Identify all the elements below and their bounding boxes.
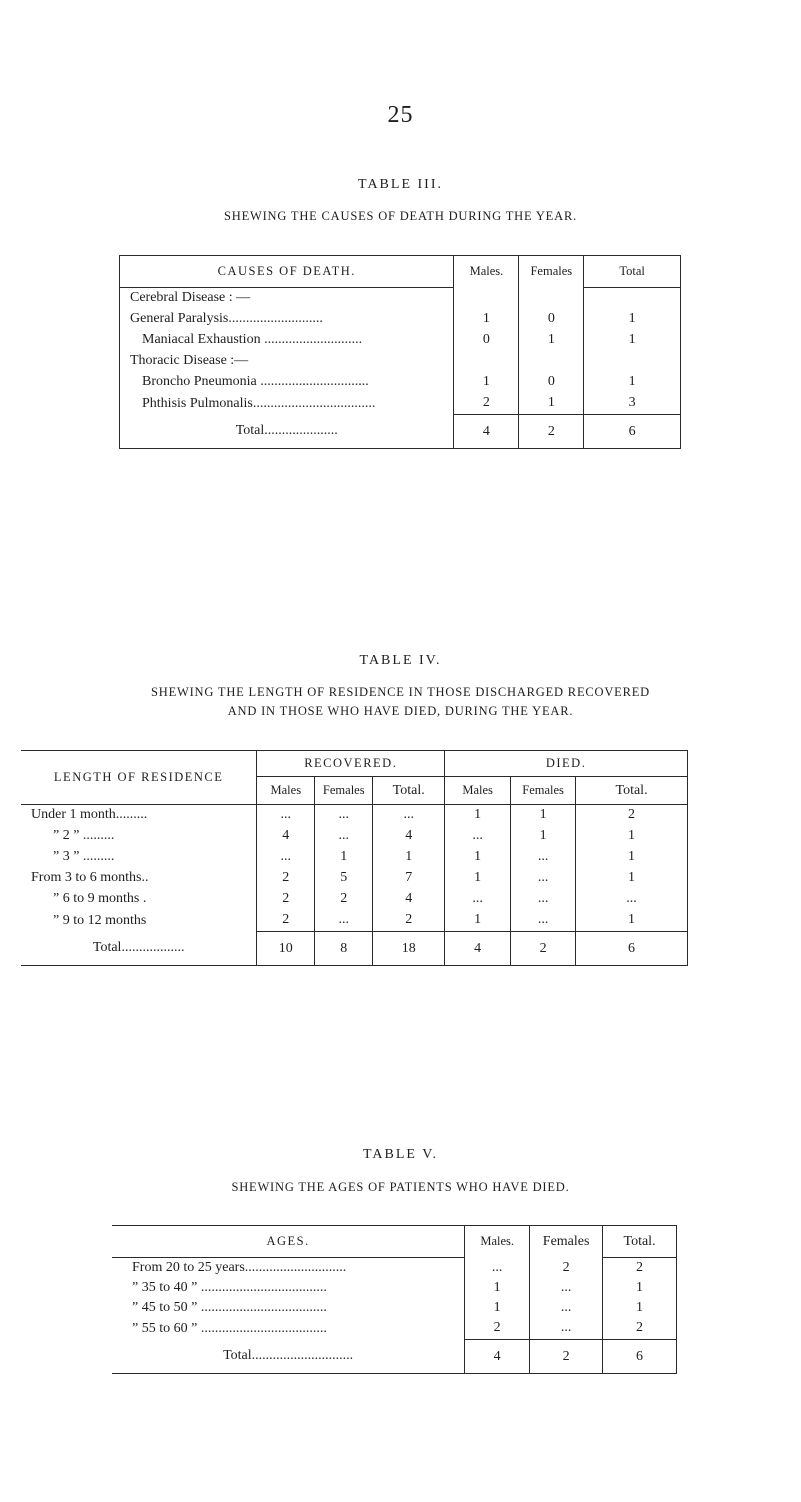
cell-total [584, 351, 681, 372]
cell-rec-total: ... [373, 805, 445, 826]
cell-females: 0 [519, 309, 584, 330]
header-length: LENGTH OF RESIDENCE [21, 751, 257, 805]
row-label: Cerebral Disease : — [120, 288, 454, 309]
header-total: Total [584, 256, 681, 288]
header-causes: CAUSES OF DEATH. [120, 256, 454, 288]
table-row [120, 351, 681, 372]
table-row [112, 1258, 677, 1278]
cell-rec-males: 2 [257, 910, 315, 932]
total-label: Total............................. [223, 1348, 354, 1364]
cell-females: 2 [530, 1258, 603, 1278]
total-males: 4 [465, 1340, 530, 1374]
table3-causes-of-death [119, 255, 681, 449]
cell-rec-females: ... [315, 826, 373, 847]
cell-males: 1 [465, 1298, 530, 1318]
table-row [112, 1298, 677, 1318]
row-label: Broncho Pneumonia ............................... [120, 372, 454, 393]
cell-died-females: ... [511, 910, 576, 932]
table-row [21, 868, 688, 889]
cell-females [519, 351, 584, 372]
row-label: Under 1 month......... [31, 807, 148, 823]
cell-died-males: 1 [445, 847, 511, 868]
row-label: ” 55 to 60 ” .................................... [132, 1320, 327, 1336]
cell-died-females: ... [511, 847, 576, 868]
total-rec-females: 8 [315, 932, 373, 966]
row-label: From 20 to 25 years............................. [132, 1259, 347, 1275]
table5-title: TABLE V. [362, 1147, 439, 1162]
cell-males: 1 [465, 1278, 530, 1298]
cell-died-total: 2 [576, 805, 688, 826]
cell-males: 1 [454, 372, 519, 393]
cell-died-total: 1 [576, 868, 688, 889]
cell-rec-males: ... [257, 847, 315, 868]
cell-died-total: 1 [576, 826, 688, 847]
table-row [112, 1318, 677, 1340]
total-rec-total: 18 [373, 932, 445, 966]
cell-males: 0 [454, 330, 519, 351]
total-females: 2 [519, 415, 584, 449]
cell-rec-females: ... [315, 805, 373, 826]
cell-died-males: ... [445, 826, 511, 847]
table-row [21, 826, 688, 847]
cell-rec-females: ... [315, 910, 373, 932]
row-label: Thoracic Disease :— [120, 351, 454, 372]
total-died-total: 6 [576, 932, 688, 966]
table4-title: TABLE IV. [359, 653, 442, 668]
total-row [21, 932, 688, 966]
row-label: ” 2 ” ......... [53, 828, 115, 843]
table-row [21, 847, 688, 868]
cell-males: 1 [454, 309, 519, 330]
cell-females: 1 [519, 330, 584, 351]
cell-males [454, 351, 519, 372]
row-label: ” 6 to 9 months . [53, 891, 147, 906]
cell-died-females: ... [511, 889, 576, 910]
cell-total: 1 [603, 1298, 677, 1318]
cell-females: ... [530, 1318, 603, 1340]
cell-total: 1 [584, 309, 681, 330]
row-label: ” 45 to 50 ” .................................... [132, 1299, 327, 1315]
row-label: ” 35 to 40 ” .................................... [132, 1279, 327, 1295]
cell-total: 3 [584, 393, 681, 415]
header-died-females: Females [511, 777, 576, 805]
table5-subtitle: SHEWING THE AGES OF PATIENTS WHO HAVE DIED. [231, 1180, 570, 1194]
cell-males: ... [465, 1258, 530, 1278]
total-total: 6 [603, 1340, 677, 1374]
header-total: Total. [603, 1226, 677, 1258]
table-row [120, 288, 681, 309]
cell-died-males: 1 [445, 868, 511, 889]
header-recovered: RECOVERED. [257, 751, 445, 777]
table-row [120, 330, 681, 351]
cell-died-total: 1 [576, 910, 688, 932]
table4-subtitle-line1: SHEWING THE LENGTH OF RESIDENCE IN THOSE DISCHARGED RECOVERED [150, 685, 651, 699]
table-row [21, 889, 688, 910]
total-died-females: 2 [511, 932, 576, 966]
cell-rec-males: ... [257, 805, 315, 826]
table3-subtitle: SHEWING THE CAUSES OF DEATH DURING THE YEAR. [223, 209, 578, 223]
total-females: 2 [530, 1340, 603, 1374]
cell-females: ... [530, 1298, 603, 1318]
cell-females [519, 288, 584, 309]
header-rec-males: Males [257, 777, 315, 805]
cell-rec-females: 2 [315, 889, 373, 910]
cell-males: 2 [465, 1318, 530, 1340]
cell-died-total: 1 [576, 847, 688, 868]
cell-males [454, 288, 519, 309]
cell-females: ... [530, 1278, 603, 1298]
header-males: Males. [465, 1226, 530, 1258]
header-died: DIED. [445, 751, 688, 777]
page-number: 25 [387, 102, 414, 128]
header-died-males: Males [445, 777, 511, 805]
cell-rec-total: 4 [373, 826, 445, 847]
cell-rec-males: 2 [257, 889, 315, 910]
cell-females: 0 [519, 372, 584, 393]
cell-died-males: 1 [445, 910, 511, 932]
row-label: ” 9 to 12 months [53, 912, 147, 928]
cell-rec-total: 2 [373, 910, 445, 932]
total-label: Total.................. [92, 940, 185, 956]
table-row [120, 372, 681, 393]
table-row [21, 805, 688, 826]
cell-rec-males: 2 [257, 868, 315, 889]
total-row [112, 1340, 677, 1374]
header-males: Males. [454, 256, 519, 288]
total-males: 4 [454, 415, 519, 449]
cell-females: 1 [519, 393, 584, 415]
cell-total: 1 [584, 330, 681, 351]
row-label: Phthisis Pulmonalis................................... [120, 393, 454, 415]
row-label: General Paralysis........................... [120, 309, 454, 330]
table-row [21, 910, 688, 932]
table-row [120, 309, 681, 330]
cell-died-females: 1 [511, 805, 576, 826]
table4-subtitle-line2: AND IN THOSE WHO HAVE DIED, DURING THE YEAR. [227, 704, 574, 718]
header-rec-females: Females [315, 777, 373, 805]
cell-total: 2 [603, 1258, 677, 1278]
table5-ages-of-patients [112, 1225, 677, 1374]
cell-rec-females: 5 [315, 868, 373, 889]
cell-rec-females: 1 [315, 847, 373, 868]
cell-rec-total: 7 [373, 868, 445, 889]
total-rec-males: 10 [257, 932, 315, 966]
row-label: ” 3 ” ......... [53, 849, 115, 864]
cell-rec-males: 4 [257, 826, 315, 847]
cell-total: 2 [603, 1318, 677, 1340]
cell-total: 1 [603, 1278, 677, 1298]
row-label: From 3 to 6 months.. [31, 870, 149, 885]
cell-total [584, 288, 681, 309]
row-label: Maniacal Exhaustion ............................ [120, 330, 454, 351]
total-total: 6 [584, 415, 681, 449]
total-label: Total..................... [120, 415, 454, 449]
header-ages: AGES. [112, 1226, 465, 1258]
header-females: Females [530, 1226, 603, 1258]
cell-males: 2 [454, 393, 519, 415]
cell-died-males: ... [445, 889, 511, 910]
table-row [120, 393, 681, 415]
total-died-males: 4 [445, 932, 511, 966]
cell-died-total: ... [576, 889, 688, 910]
total-row [120, 415, 681, 449]
cell-rec-total: 4 [373, 889, 445, 910]
table4-length-of-residence [21, 750, 688, 966]
cell-died-females: 1 [511, 826, 576, 847]
cell-rec-total: 1 [373, 847, 445, 868]
cell-died-males: 1 [445, 805, 511, 826]
header-died-total: Total. [576, 777, 688, 805]
header-rec-total: Total. [373, 777, 445, 805]
cell-died-females: ... [511, 868, 576, 889]
header-females: Females [519, 256, 584, 288]
cell-total: 1 [584, 372, 681, 393]
table-row [112, 1278, 677, 1298]
table3-title: TABLE III. [358, 177, 443, 192]
